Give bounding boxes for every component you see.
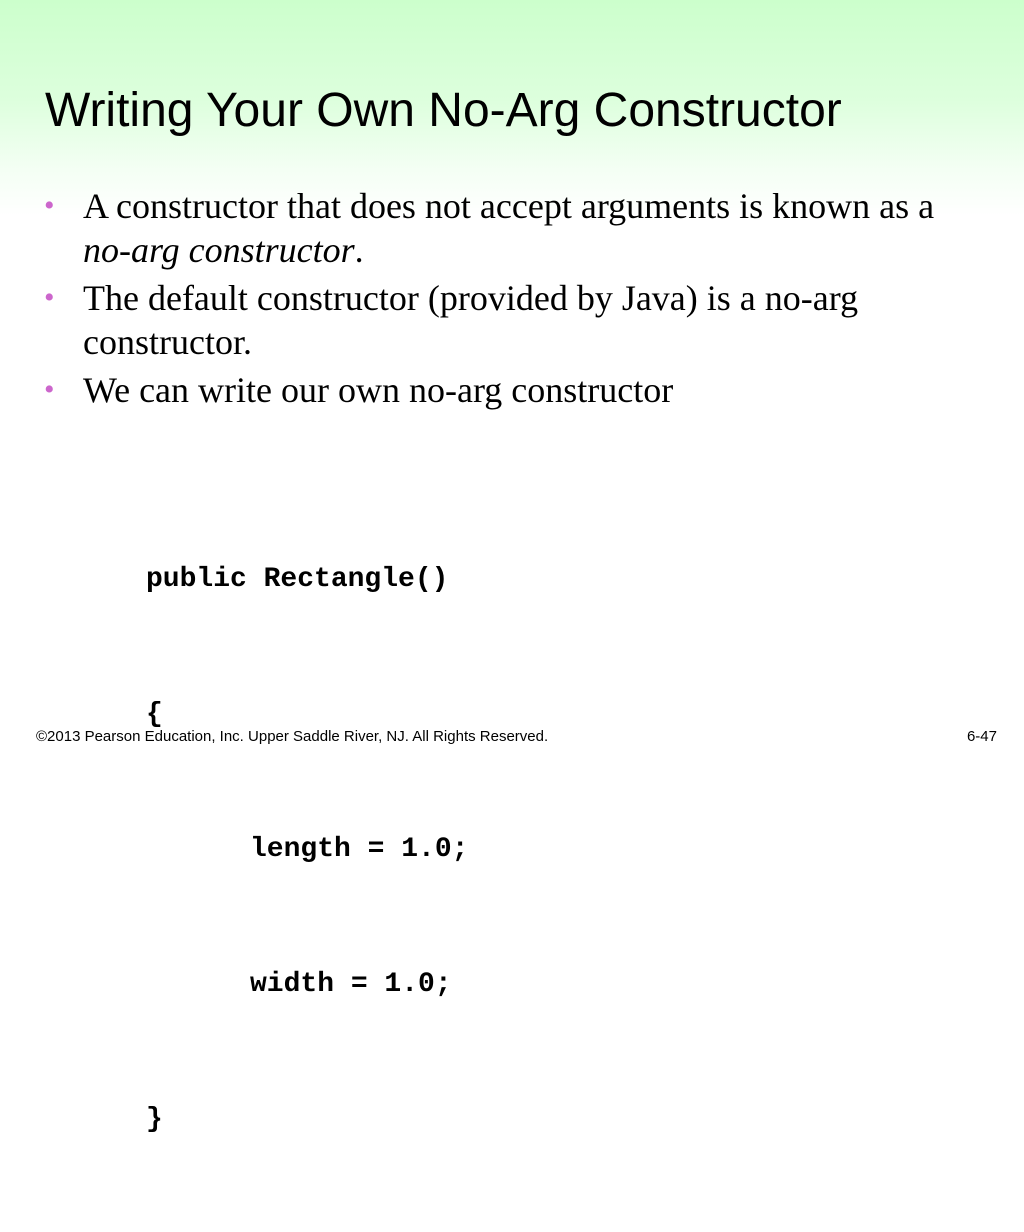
bullet-item [0,184,1024,272]
bullet-dot-icon: • [44,281,55,314]
bullet-dot-icon: • [44,373,55,406]
slide-title: Writing Your Own No-Arg Constructor [45,84,842,137]
bullet-emphasis: no-arg constructor [83,230,355,270]
code-line: } [146,1104,163,1135]
bullet-item [0,368,1024,412]
bullet-text: We can write our own no-arg constructor [83,370,674,410]
code-line: public Rectangle() [146,564,449,595]
code-line: length = 1.0; [250,834,469,865]
bullet-item [0,276,1024,364]
bullet-text: The default constructor (provided by Java) is a no-arg constructor. [83,278,859,362]
bullet-list [0,184,1024,416]
code-line: width = 1.0; [250,969,452,1000]
code-line: { [146,699,163,730]
bullet-text-end: . [354,230,364,270]
code-block [146,467,468,1232]
bullet-text: A constructor that does not accept arguments is known as a [83,186,935,226]
bullet-dot-icon: • [44,189,55,222]
page-number: 6-47 [966,728,997,745]
footer-copyright: ©2013 Pearson Education, Inc. Upper Saddle River, NJ. All Rights Reserved. [36,728,549,745]
